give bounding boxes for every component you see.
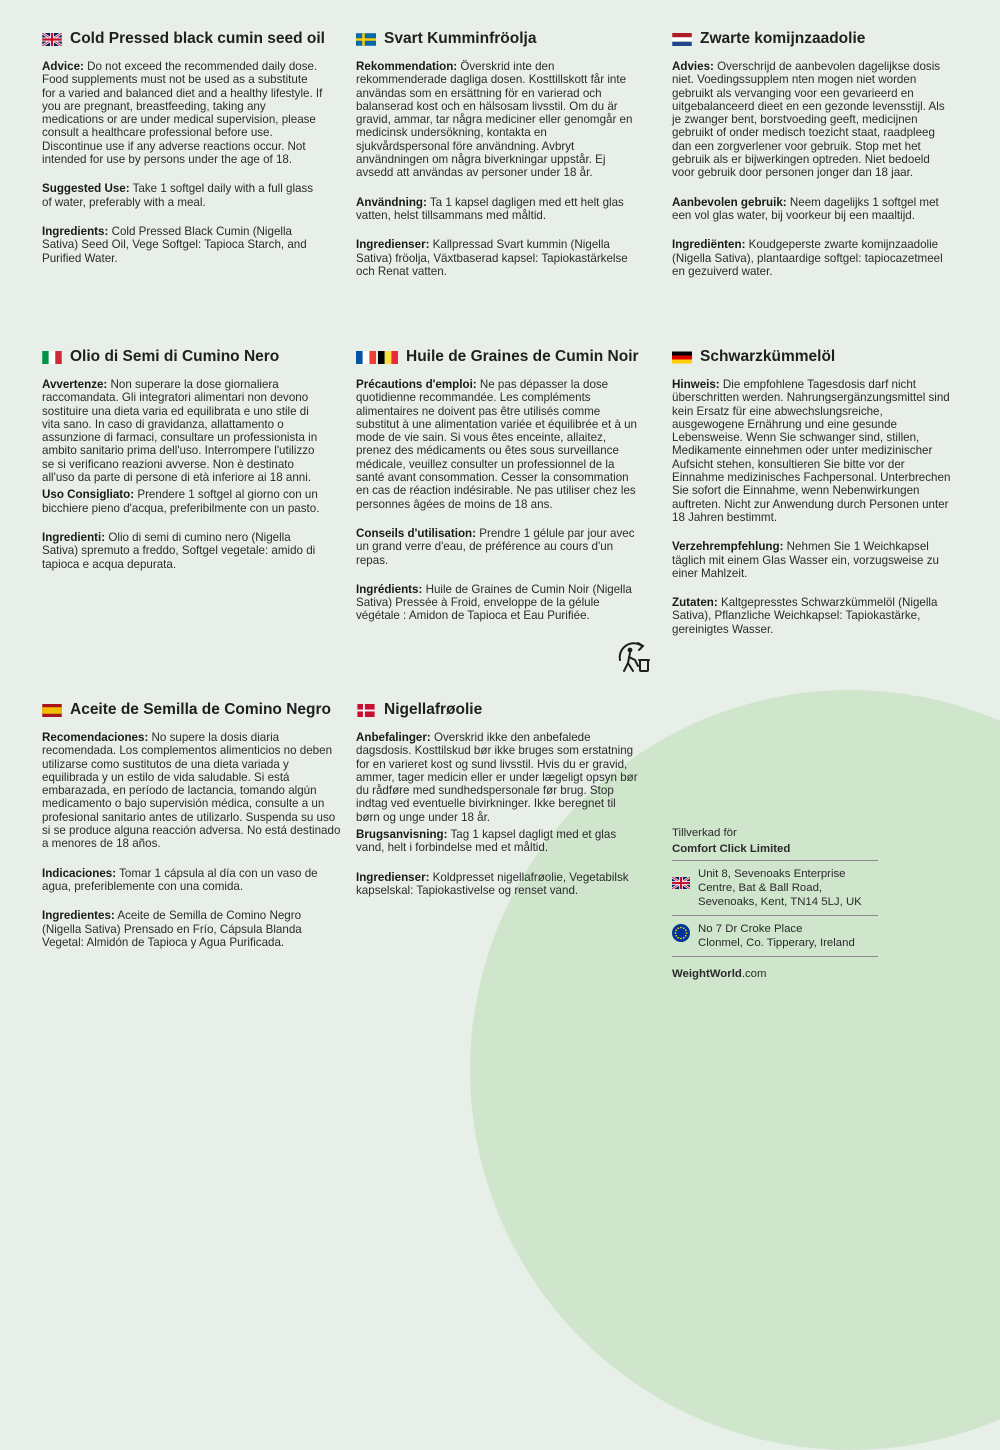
- usage-block: Användning: Ta 1 kapsel dagligen med ett helt glas vatten, helst tillsammans med måltid.: [356, 195, 624, 222]
- ingredients-block: Ingrediënten: Koudgeperste zwarte komijnzaadolie (Nigella Sativa), plantaardige softgel: tapiocazetmeel en gezuiverd water.: [672, 238, 943, 278]
- address-line: No 7 Dr Croke Place: [698, 923, 803, 935]
- section-fr: [356, 348, 638, 639]
- address-line: Sevenoaks, Kent, TN14 5LJ, UK: [698, 896, 862, 908]
- usage-block: Brugsanvisning: Tag 1 kapsel dagligt med et glas vand, helt i forbindelse med et måltid.: [356, 828, 617, 855]
- ingredients-block: Ingredientes: Aceite de Semilla de Comino Negro (Nigella Sativa) Prensado en Frío, Cápsula Blanda Vegetal: Almidón de Tapioca y Agua Purificada.: [42, 909, 302, 949]
- advice-block: Avvertenze: Non superare la dose giornaliera raccomandata. Gli integratori alimentari non devono sostituire una dieta varia ed equilibrata e uno stile di vita sano. In caso di gravidanza, allattamento o assunzione di farmaci, consultare un professionista in ambito sanitario prima dell'uso. Interrompere l'utilizzo se si verificano reazioni avverse. Non è destinato all'uso da parte di persone di età inferiore ai 18 anni.: [42, 378, 318, 485]
- section-title: Schwarzkümmelöl: [672, 348, 954, 366]
- address-line: Centre, Bat & Ball Road,: [698, 882, 823, 894]
- section-sv: [356, 30, 638, 294]
- section-title: Olio di Semi di Cumino Nero: [42, 348, 324, 366]
- company-name: Comfort Click Limited: [672, 842, 878, 861]
- advice-block: Advies: Overschrijd de aanbevolen dagelijkse dosis niet. Voedingssupplem nten mogen niet worden gebruikt als vervanging voor een gevarieerd en uitgebalanceerd dieet en een gezonde levensstijl. Als je zwanger bent, borstvoeding geeft, medicijnen gebruikt of onder medisch toezicht staat, raadpleeg dan een zorgverlener voor gebruik. Stop met het gebruik als er bijwerkingen optreden. Niet bedoeld voor gebruik door personen jonger dan 18 jaar.: [672, 60, 945, 180]
- section-title: Zwarte komijnzaadolie: [672, 30, 954, 48]
- ingredients-block: Ingredienser: Koldpresset nigellafrøolie, Vegetabilsk kapselskal: Tapiokastivelse og renset vand.: [356, 870, 629, 897]
- section-title: Svart Kumminfröolja: [356, 30, 638, 48]
- ingredients-block: Ingredienser: Kallpressad Svart kummin (Nigella Sativa) fröolja, Växtbaserad kapsel: Tapiokastärkelse och Renat vatten.: [356, 238, 628, 278]
- italy-flag-icon: [42, 351, 62, 364]
- advice-block: Précautions d'emploi: Ne pas dépasser la dose quotidienne recommandée. Les compléments alimentaires ne doivent pas être utilisés comme substitut à une alimentation variée et équilibrée et à un mode de vie sain. Si vous êtes enceinte, allaitez, prenez des médicaments ou êtes sous surveillance médicale, veuillez consulter un professionnel de la santé avant consommation. Cesser la consommation en cas de réaction indésirable. Ne pas utiliser chez les personnes âgées de moins de 18 ans.: [356, 378, 638, 511]
- address-line: Clonmel, Co. Tipperary, Ireland: [698, 937, 855, 949]
- made-for-label: Tillverkad för: [672, 827, 737, 839]
- section-title: Huile de Graines de Cumin Noir: [356, 348, 638, 366]
- advice-block: Hinweis: Die empfohlene Tagesdosis darf nicht überschritten werden. Nahrungsergänzungsmittel sind kein Ersatz für eine abwechslungsreiche, ausgewogene Ernährung und eine gesunde Lebensweise. Wenn Sie schwanger sind, stillen, Medikamente einnehmen oder unter medizinischer Aufsicht stehen, konsultieren Sie bitte vor der Einnahme medizinisches Fachpersonal. Unterbrechen Sie sofort die Einnahme, wenn Nebenwirkungen auftreten. Nicht zur Anwendung durch Personen unter 18 Jahren bestimmt.: [672, 378, 951, 524]
- eu-flag-icon: [672, 924, 690, 942]
- section-title: Aceite de Semilla de Comino Negro: [42, 701, 342, 719]
- brand-url[interactable]: WeightWorld.com: [672, 968, 767, 980]
- advice-block: Advice: Do not exceed the recommended daily dose. Food supplements must not be used as a substitute for a varied and balanced diet and a healthy lifestyle. If you are pregnant, breastfeeding, taking any medications or are under medical supervision, please consult a healthcare professional before use. Discontinue use if any adverse reactions occur. Not intended for use by persons under the age of 18.: [42, 60, 323, 167]
- uk-flag-icon: [42, 33, 62, 46]
- usage-block: Aanbevolen gebruik: Neem dagelijks 1 softgel met een vol glas water, bij voorkeur bij een maaltijd.: [672, 195, 939, 222]
- denmark-flag-icon: [356, 704, 376, 717]
- section-da: [356, 701, 638, 913]
- ingredients-block: Ingredienti: Olio di semi di cumino nero (Nigella Sativa) spremuto a freddo, Softgel vegetale: amido di tapioca e acqua depurata.: [42, 530, 316, 571]
- address-line: Unit 8, Sevenoaks Enterprise: [698, 868, 846, 880]
- sweden-flag-icon: [356, 33, 376, 46]
- france-belgium-flag-icon: [356, 351, 398, 364]
- advice-block: Anbefalinger: Overskrid ikke den anbefalede dagsdosis. Kosttilskud bør ikke bruges som erstatning for en varieret kost og sund livsstil. Hvis du er gravid, ammer, tager medicin eller er under lægeligt opsyn bør du rådføre med sundhedspersonale før brug. Stop indtag ved eventuelle bivirkninger. Ikke beregnet til børn og unge under 18 år.: [356, 731, 638, 824]
- usage-block: Suggested Use: Take 1 softgel daily with a full glass of water, preferably with a meal.: [42, 182, 314, 209]
- address-uk: [672, 861, 878, 916]
- usage-block: Indicaciones: Tomar 1 cápsula al día con un vaso de agua, preferiblemente con una comida.: [42, 866, 318, 893]
- section-en: [42, 30, 324, 281]
- section-nl: [672, 30, 954, 294]
- usage-block: Uso Consigliato: Prendere 1 softgel al giorno con un bicchiere pieno d'acqua, preferibilmente con un pasto.: [42, 488, 320, 515]
- section-title: Nigellafrøolie: [356, 701, 638, 719]
- usage-block: Conseils d'utilisation: Prendre 1 gélule par jour avec un grand verre d'eau, de préférence au cours d'un repas.: [356, 526, 635, 567]
- section-de: [672, 348, 954, 652]
- manufacturer-info: [672, 826, 878, 981]
- netherlands-flag-icon: [672, 33, 692, 46]
- section-it: [42, 348, 324, 587]
- ingredients-block: Zutaten: Kaltgepresstes Schwarzkümmelöl (Nigella Sativa), Pflanzliche Weichkapsel: Tapiokastärke, gereinigtes Wasser.: [672, 596, 938, 636]
- ingredients-block: Ingredients: Cold Pressed Black Cumin (Nigella Sativa) Seed Oil, Vege Softgel: Tapioca Starch, and Purified Water.: [42, 224, 307, 265]
- section-es: [42, 701, 342, 965]
- tidyman-recycle-icon: [614, 638, 654, 678]
- spain-flag-icon: [42, 704, 62, 717]
- section-title: Cold Pressed black cumin seed oil: [42, 30, 324, 48]
- ingredients-block: Ingrédients: Huile de Graines de Cumin Noir (Nigella Sativa) Pressée à Froid, enveloppe de la gélule végétale : Amidon de Tapioca et Eau Purifiée.: [356, 582, 632, 623]
- germany-flag-icon: [672, 351, 692, 364]
- advice-block: Rekommendation: Överskrid inte den rekommenderade dagliga dosen. Kosttillskott får inte användas som en ersättning för en varierad och balanserad kost och en hälsosam livsstil. Om du är gravid, ammar, tar några mediciner eller genomgår en medicinsk undersökning, kontakta en sjukvårdspersonal före användning. Avbryt användningen om några biverkningar uppstår. Ej avsedd att användas av personer under 18 år.: [356, 60, 633, 180]
- uk-flag-icon: [672, 877, 690, 889]
- advice-block: Recomendaciones: No supere la dosis diaria recomendada. Los complementos alimenticios no deben utilizarse como sustitutos de una dieta variada y equilibrada y un estilo de vida saludable. Si está embarazada, en período de lactancia, tomando algún medicamento o bajo supervisión médica, consulte a un profesional sanitario antes de utilizarlo. Suspenda su uso si se produce alguna reacción adversa. No está destinado a menores de 18 años.: [42, 731, 341, 851]
- usage-block: Verzehrempfehlung: Nehmen Sie 1 Weichkapsel täglich mit einem Glas Wasser ein, vorzugsweise zu einer Mahlzeit.: [672, 540, 939, 580]
- address-ie: [672, 916, 878, 957]
